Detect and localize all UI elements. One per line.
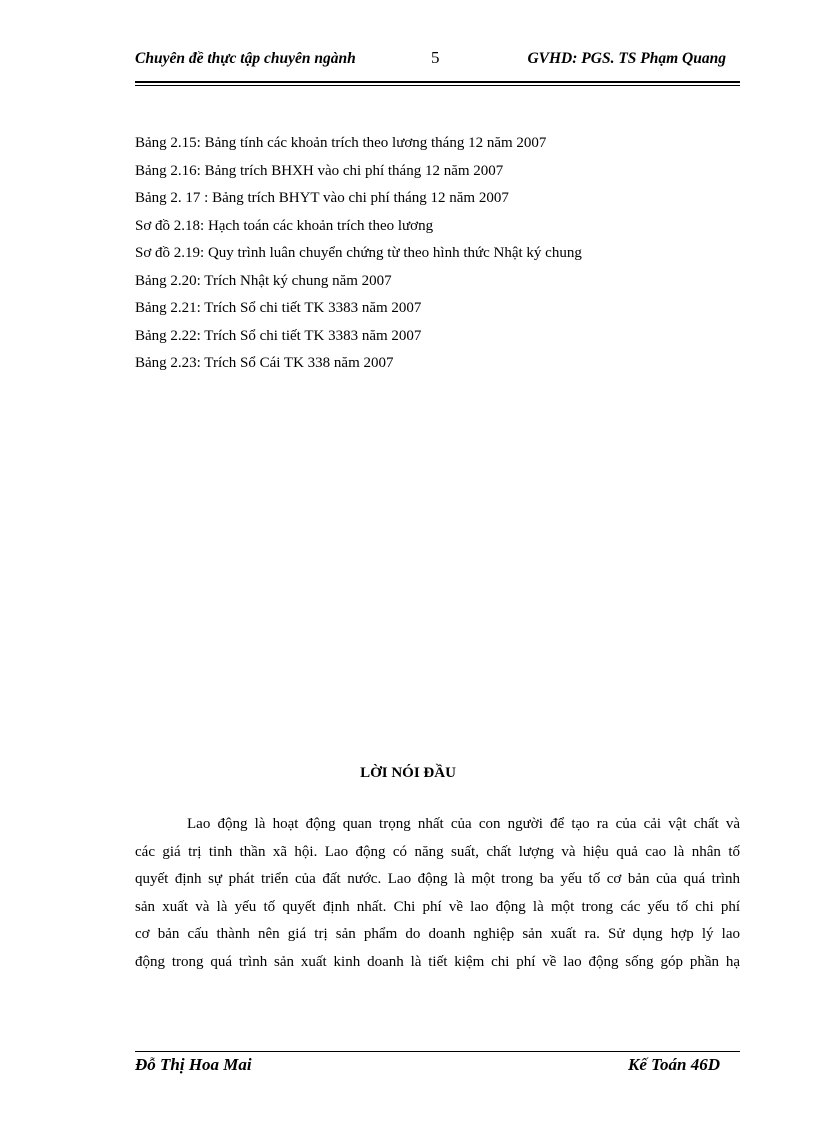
list-item: Sơ đồ 2.18: Hạch toán các khoản trích theo lương: [135, 217, 434, 234]
list-item: Bảng 2.16: Bảng trích BHXH vào chi phí tháng 12 năm 2007: [135, 162, 504, 179]
intro-paragraph: [135, 814, 740, 979]
paragraph-line: quyết định sự phát triển của đất nước. Lao động là một trong ba yếu tố cơ bản của quá trình: [135, 871, 740, 887]
header-right: GVHD: PGS. TS Phạm Quang: [527, 50, 726, 67]
paragraph-line: các giá trị tinh thần xã hội. Lao động có năng suất, chất lượng và hiệu quả cao là nhân tố: [135, 843, 740, 860]
header-rule: [135, 81, 740, 86]
paragraph-line: sản xuất và là yếu tố quyết định nhất. Chi phí về lao động là một trong các yếu tố chi phí: [135, 898, 740, 915]
paragraph-line: động trong quá trình sản xuất kinh doanh là tiết kiệm chi phí về lao động sống góp phần hạ: [135, 953, 740, 970]
list-item: Bảng 2.21: Trích Sổ chi tiết TK 3383 năm 2007: [135, 300, 422, 316]
footer-rule: [135, 1051, 740, 1052]
list-item: Bảng 2.23: Trích Sổ Cái TK 338 năm 2007: [135, 355, 394, 371]
list-item: Sơ đồ 2.19: Quy trình luân chuyển chứng từ theo hình thức Nhật ký chung: [135, 245, 582, 261]
paragraph-line: Lao động là hoạt động quan trọng nhất của con người để tạo ra của cải vật chất và: [187, 816, 740, 832]
list-item: Bảng 2.20: Trích Nhật ký chung năm 2007: [135, 272, 392, 289]
page-number: 5: [431, 48, 440, 67]
footer-right: Kế Toán 46D: [628, 1055, 720, 1074]
section-title: LỜI NÓI ĐẦU: [360, 765, 456, 781]
list-item: Bảng 2.15: Bảng tính các khoản trích theo lương tháng 12 năm 2007: [135, 135, 547, 151]
paragraph-line: cơ bản cấu thành nên giá trị sản phẩm do doanh nghiệp sản xuất ra. Sử dụng hợp lý lao: [135, 926, 740, 942]
header-left: Chuyên đề thực tập chuyên ngành: [135, 50, 356, 67]
figure-list: [135, 133, 582, 381]
list-item: Bảng 2. 17 : Bảng trích BHYT vào chi phí tháng 12 năm 2007: [135, 190, 509, 206]
footer-left: Đỗ Thị Hoa Mai: [135, 1055, 252, 1074]
list-item: Bảng 2.22: Trích Sổ chi tiết TK 3383 năm 2007: [135, 327, 422, 344]
